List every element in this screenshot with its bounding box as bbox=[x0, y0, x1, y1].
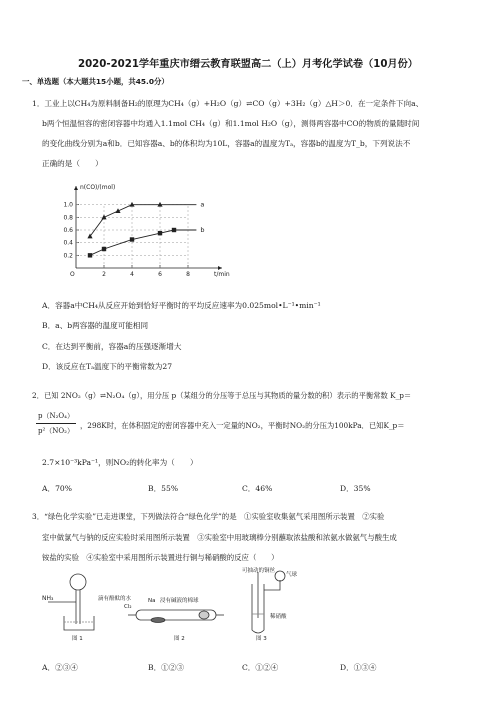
y-axis-arrow bbox=[74, 186, 78, 190]
q2-option-c[interactable]: C．46% bbox=[242, 484, 273, 493]
q1-option-a[interactable]: A．容器a中CH₄从反应开始到恰好平衡时的平均反应速率为0.025mol•L⁻¹•min⁻¹ bbox=[42, 301, 321, 310]
q2-option-b[interactable]: B．55% bbox=[148, 484, 179, 493]
y-tick-label: 1.0 bbox=[63, 201, 73, 209]
q1-line2: b两个恒温恒容的密闭容器中均通入1.1mol CH₄（g）和1.1mol H₂O（g），测得两容器中CO的物质的量随时间 bbox=[42, 119, 420, 128]
apparatus-figures bbox=[36, 566, 356, 642]
x-axis-label: t/min bbox=[214, 271, 230, 278]
fig1-label-water: 滴有酚酞的水 bbox=[98, 596, 132, 602]
figure-2-caption: 图 2 bbox=[174, 636, 185, 642]
co-moles-chart bbox=[48, 182, 238, 282]
series-label-b: b bbox=[200, 226, 205, 234]
section-heading: 一、单选题（本大题共15小题，共45.0分） bbox=[22, 77, 169, 86]
origin-label: O bbox=[70, 271, 75, 278]
q3-option-c[interactable]: C．①②④ bbox=[242, 663, 279, 672]
q2-line2: ，298K时，在体积固定的密闭容器中充入一定量的NO₂，平衡时NO₂的分压为100kPa．已知K_p＝ bbox=[80, 421, 405, 430]
fig3-label-balloon: 气球 bbox=[286, 572, 298, 578]
q1-line1: 1．工业上以CH₄为原料制备H₂的原理为CH₄（g）+H₂O（g）⇌CO（g）+3H₂（g）△H＞0．在一定条件下向a、 bbox=[32, 99, 424, 108]
x-axis-arrow bbox=[218, 266, 222, 270]
q2-option-d[interactable]: D．35% bbox=[340, 484, 371, 493]
q3-line3: 铵盐的实验 ④实验室中采用图所示装置进行铜与稀硝酸的反应（ ） bbox=[42, 553, 279, 562]
fig2-label-cotton: 浸有碱液的棉球 bbox=[160, 598, 199, 604]
fraction-bar bbox=[36, 423, 76, 424]
kp-numerator: p（N₂O₄） bbox=[38, 412, 74, 420]
q3-option-a[interactable]: A．②③④ bbox=[42, 663, 78, 672]
figure-1-ammonia-apparatus bbox=[48, 574, 94, 630]
fig2-label-cl2: Cl₂ bbox=[124, 604, 132, 610]
q3-option-b[interactable]: B．①②③ bbox=[148, 663, 184, 672]
fig3-label-acid: 稀硝酸 bbox=[270, 614, 287, 620]
data-point-b bbox=[102, 247, 106, 251]
data-point-b bbox=[172, 228, 176, 232]
q1-option-b[interactable]: B．a、b两容器的温度可能相同 bbox=[42, 321, 149, 330]
y-tick-label: 0.8 bbox=[63, 214, 73, 222]
data-point-b bbox=[88, 253, 92, 257]
series-label-a: a bbox=[200, 200, 205, 209]
q2-line1: 2．已知 2NO₂（g）⇌N₂O₄（g），用分压 p（某组分的分压等于总压与其物质的量分数的积）表示的平衡常数 K_p＝ bbox=[32, 391, 412, 400]
page-title: 2020-2021学年重庆市缙云教育联盟高二（上）月考化学试卷（10月份） bbox=[78, 59, 418, 70]
data-point-b bbox=[158, 231, 162, 235]
kp-fraction bbox=[36, 411, 76, 436]
series-line-a bbox=[90, 205, 196, 237]
y-axis-label: n(CO)/(mol) bbox=[80, 184, 116, 191]
q1-option-d[interactable]: D．该反应在Tₐ温度下的平衡常数为27 bbox=[42, 362, 173, 371]
y-tick-label: 0.2 bbox=[63, 252, 73, 260]
q1-line4: 正确的是（ ） bbox=[42, 159, 103, 168]
fig2-label-na: Na bbox=[148, 598, 156, 604]
x-tick-label: 8 bbox=[186, 271, 190, 278]
y-tick-label: 0.4 bbox=[63, 239, 73, 247]
q2-option-a[interactable]: A．70% bbox=[42, 484, 72, 493]
figure-2-chlorine-sodium-apparatus bbox=[128, 610, 224, 623]
q3-line2: 室中做氯气与钠的反应实验时采用图所示装置 ③实验室中用玻璃棒分别蘸取浓盐酸和浓氨水做氨气与酸生成 bbox=[42, 533, 397, 542]
figure-3-caption: 图 3 bbox=[256, 636, 267, 642]
q2-line3: 2.7×10⁻³kPa⁻¹，则NO₂的转化率为（ ） bbox=[42, 458, 198, 467]
fig3-label-wire: 可抽动的铜丝 bbox=[242, 568, 276, 574]
figure-1-caption: 图 1 bbox=[72, 636, 83, 642]
figure-3-copper-nitric-apparatus bbox=[252, 571, 285, 633]
q1-option-c[interactable]: C．在达到平衡前，容器a的压强逐渐增大 bbox=[42, 342, 182, 351]
x-tick-label: 4 bbox=[130, 271, 134, 278]
kp-denominator: p²（NO₂） bbox=[38, 427, 74, 435]
fig1-label-nh3: NH₃ bbox=[42, 595, 54, 602]
x-tick-label: 6 bbox=[158, 271, 162, 278]
data-point-b bbox=[130, 237, 134, 241]
q3-line1: 3．“绿色化学实验”已走进课堂，下列做法符合“绿色化学”的是 ①实验室收集氨气采用图所示装置 ②实验 bbox=[32, 512, 385, 521]
y-tick-label: 0.6 bbox=[63, 227, 73, 234]
q3-option-d[interactable]: D．①③④ bbox=[340, 663, 377, 672]
q1-line3: 的变化曲线分别为a和b．已知容器a、b的体积均为10L，容器a的温度为Tₐ，容器b的温度为T_b，下列说法不 bbox=[42, 139, 411, 148]
x-tick-label: 2 bbox=[102, 271, 106, 278]
